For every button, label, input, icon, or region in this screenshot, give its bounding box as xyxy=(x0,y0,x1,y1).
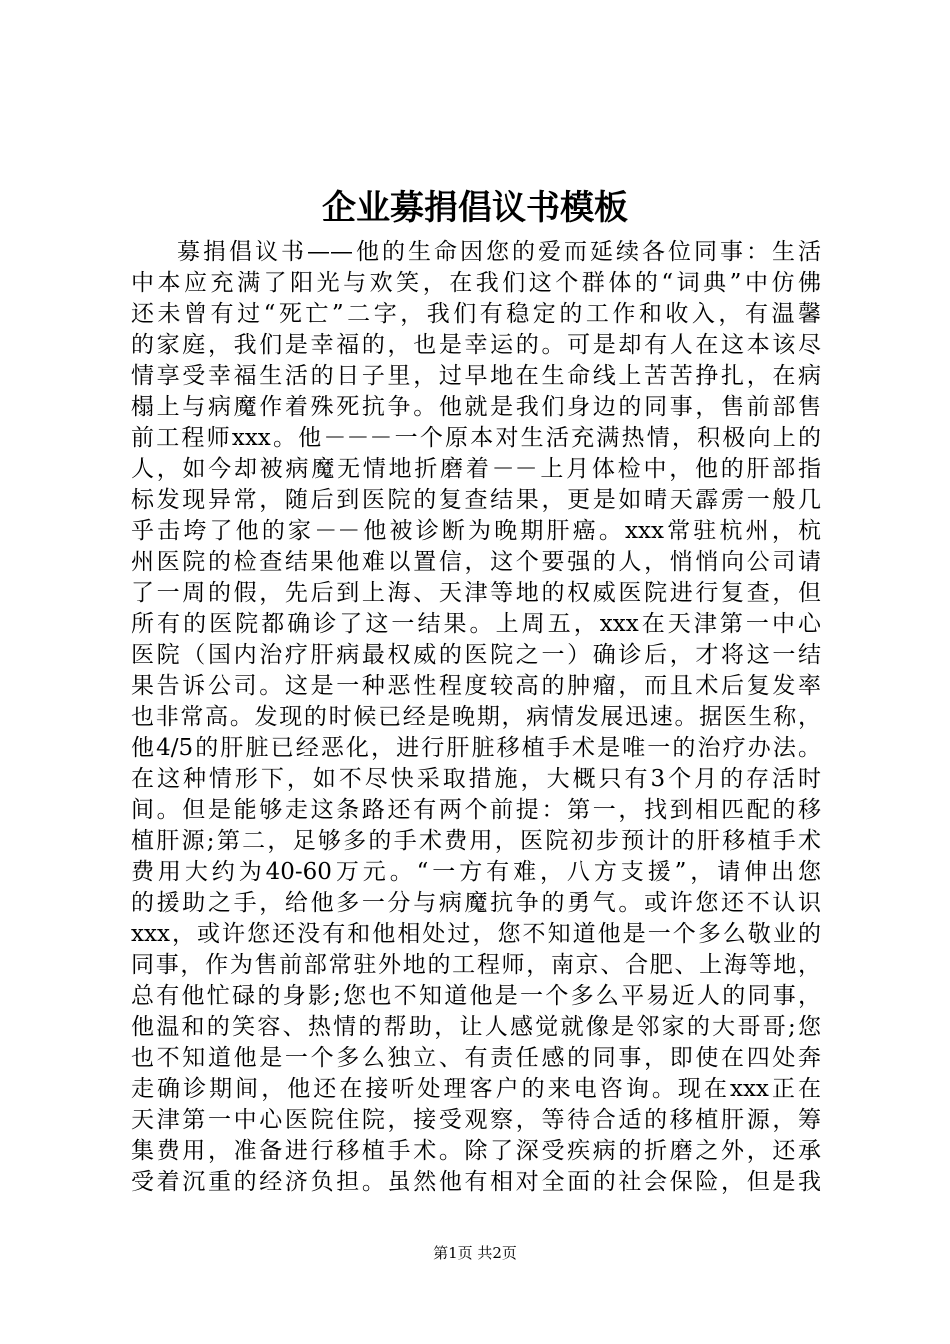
paragraph-line: 前工程师xxx。他－－－一个原本对生活充满热情，积极向上的 xyxy=(131,425,821,451)
paragraph-line: 募捐倡议书——他的生命因您的爱而延续各位同事：生活 xyxy=(177,239,821,265)
paragraph-line: 天津第一中心医院住院，接受观察，等待合适的移植肝源，筹 xyxy=(131,1107,821,1133)
paragraph-line: 人，如今却被病魔无情地折磨着－－上月体检中，他的肝部指 xyxy=(131,456,821,482)
paragraph-line: 所有的医院都确诊了这一结果。上周五，xxx在天津第一中心 xyxy=(131,611,821,637)
paragraph-line: 同事，作为售前部常驻外地的工程师，南京、合肥、上海等地， xyxy=(131,952,821,978)
paragraph-line: 的家庭，我们是幸福的，也是幸运的。可是却有人在这本该尽 xyxy=(131,332,821,358)
paragraph-line: 总有他忙碌的身影;您也不知道他是一个多么平易近人的同事， xyxy=(131,983,821,1009)
paragraph-line: 在这种情形下，如不尽快采取措施，大概只有3个月的存活时 xyxy=(131,766,821,792)
document-title: 企业募捐倡议书模板 xyxy=(322,188,628,228)
paragraph-line: 走确诊期间，他还在接听处理客户的来电咨询。现在xxx正在 xyxy=(131,1076,821,1102)
paragraph-line: 榻上与病魔作着殊死抗争。他就是我们身边的同事，售前部售 xyxy=(131,394,821,420)
paragraph-line: 受着沉重的经济负担。虽然他有相对全面的社会保险，但是我 xyxy=(131,1169,821,1195)
paragraph-line: 间。但是能够走这条路还有两个前提：第一，找到相匹配的移 xyxy=(131,797,821,823)
page-footer: 第1页 共2页 xyxy=(433,1244,517,1262)
paragraph-line: 他4/5的肝脏已经恶化，进行肝脏移植手术是唯一的治疗办法。 xyxy=(131,735,821,761)
paragraph-line: 标发现异常，随后到医院的复查结果，更是如晴天霹雳一般几 xyxy=(131,487,821,513)
paragraph-line: 的援助之手，给他多一分与病魔抗争的勇气。或许您还不认识 xyxy=(131,890,821,916)
paragraph-line: 植肝源;第二，足够多的手术费用，医院初步预计的肝移植手术 xyxy=(131,828,821,854)
paragraph-line: 中本应充满了阳光与欢笑，在我们这个群体的“词典”中仿佛 xyxy=(131,270,821,296)
paragraph-line: 果告诉公司。这是一种恶性程度较高的肿瘤，而且术后复发率 xyxy=(131,673,821,699)
paragraph-line: 也非常高。发现的时候已经是晚期，病情发展迅速。据医生称， xyxy=(131,704,821,730)
paragraph-line: 他温和的笑容、热情的帮助，让人感觉就像是邻家的大哥哥;您 xyxy=(131,1014,821,1040)
paragraph-line: 医院（国内治疗肝病最权威的医院之一）确诊后，才将这一结 xyxy=(131,642,821,668)
paragraph-line: 了一周的假，先后到上海、天津等地的权威医院进行复查，但 xyxy=(131,580,821,606)
paragraph-line: 还未曾有过“死亡”二字，我们有稳定的工作和收入，有温馨 xyxy=(131,301,821,327)
paragraph-line: 情享受幸福生活的日子里，过早地在生命线上苦苦挣扎，在病 xyxy=(131,363,821,389)
paragraph-line: 费用大约为40-60万元。“一方有难，八方支援”，请伸出您 xyxy=(131,859,821,885)
document-body xyxy=(131,237,821,1198)
paragraph-line: xxx，或许您还没有和他相处过，您不知道他是一个多么敬业的 xyxy=(131,921,821,947)
paragraph-line: 州医院的检查结果他难以置信，这个要强的人，悄悄向公司请 xyxy=(131,549,821,575)
paragraph-line: 也不知道他是一个多么独立、有责任感的同事，即使在四处奔 xyxy=(131,1045,821,1071)
paragraph-line: 集费用，准备进行移植手术。除了深受疾病的折磨之外，还承 xyxy=(131,1138,821,1164)
paragraph-line: 乎击垮了他的家－－他被诊断为晚期肝癌。xxx常驻杭州，杭 xyxy=(131,518,821,544)
